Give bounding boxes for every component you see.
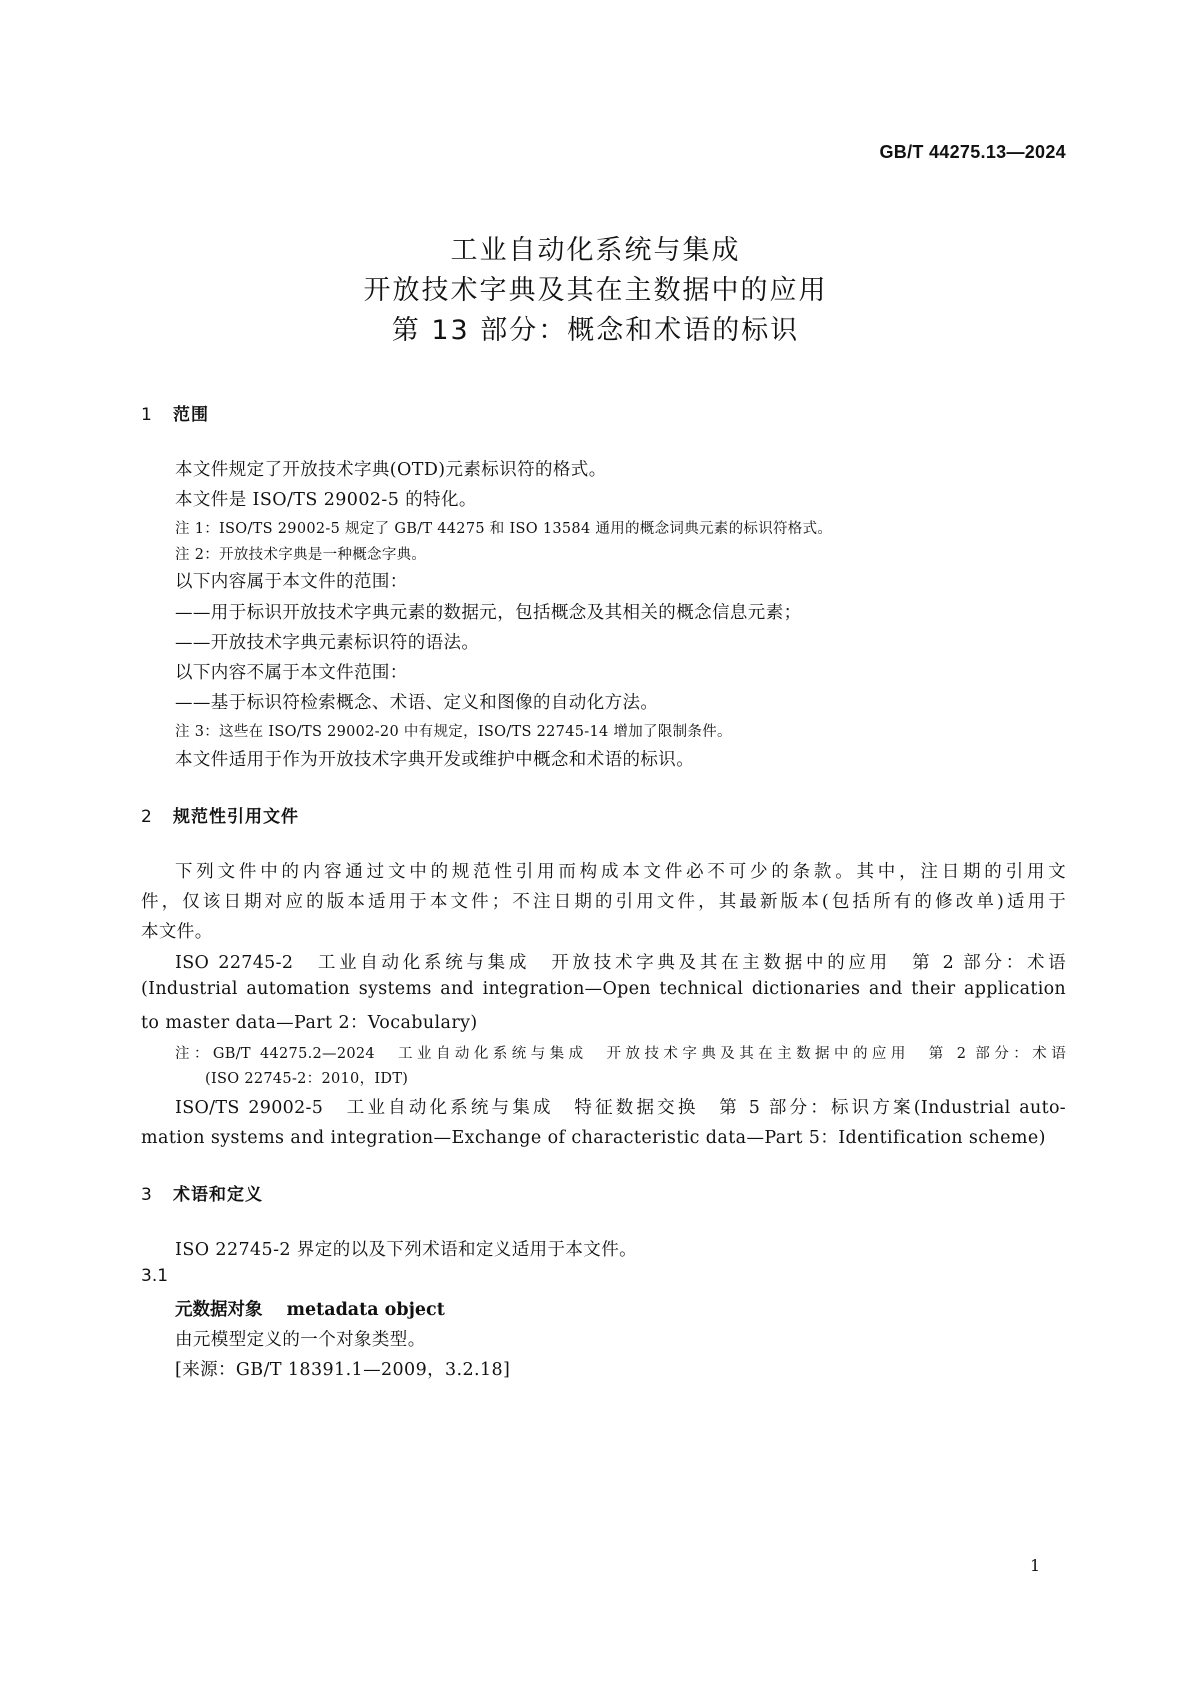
scope-list-item-2: ——开放技术字典元素标识符的语法。 (175, 633, 480, 653)
scope-paragraph-5: 本文件适用于作为开放技术字典开发或维护中概念和术语的标识。 (175, 750, 695, 770)
section-3-title: 术语和定义 (173, 1185, 263, 1205)
normref-intro-line-1: 下列文件中的内容通过文中的规范性引用而构成本文件必不可少的条款。其中，注日期的引用文 (175, 862, 1066, 882)
reference-1-line-1: ISO 22745-2 工业自动化系统与集成 开放技术字典及其在主数据中的应用 第 2 部分：术语 (175, 953, 1066, 973)
term-definition: 由元模型定义的一个对象类型。 (175, 1330, 426, 1350)
section-2-title: 规范性引用文件 (173, 807, 299, 827)
scope-note-2: 注 2：开放技术字典是一种概念字典。 (175, 547, 427, 563)
scope-paragraph-4: 以下内容不属于本文件范围： (175, 663, 408, 683)
scope-list-item-1: ——用于标识开放技术字典元素的数据元，包括概念及其相关的概念信息元素； (175, 603, 802, 623)
title-line-3: 第 13 部分：概念和术语的标识 (391, 315, 800, 346)
term-source: [来源：GB/T 18391.1—2009，3.2.18] (175, 1360, 511, 1380)
scope-note-3: 注 3：这些在 ISO/TS 29002-20 中有规定，ISO/TS 22745-14 增加了限制条件。 (175, 724, 732, 740)
terms-intro: ISO 22745-2 界定的以及下列术语和定义适用于本文件。 (175, 1240, 637, 1260)
section-2-number: 2 (141, 807, 153, 827)
reference-1-note-line-1: 注：GB/T 44275.2—2024 工业自动化系统与集成 开放技术字典及其在主数据中的应用 第 2 部分：术语 (175, 1046, 1066, 1062)
scope-paragraph-2: 本文件是 ISO/TS 29002-5 的特化。 (175, 490, 477, 510)
scope-paragraph-3: 以下内容属于本文件的范围： (175, 572, 408, 592)
section-1-title: 范围 (173, 405, 209, 425)
normref-intro-line-3: 本文件。 (141, 922, 213, 942)
term-english: metadata object (286, 1300, 445, 1320)
term-chinese: 元数据对象 (175, 1300, 263, 1320)
section-3-heading (141, 1180, 263, 1205)
reference-1-note-line-2: (ISO 22745-2：2010，IDT) (205, 1071, 409, 1087)
normref-intro-line-2: 件，仅该日期对应的版本适用于本文件；不注日期的引用文件，其最新版本(包括所有的修改单)适用于 (141, 892, 1066, 912)
scope-paragraph-1: 本文件规定了开放技术字典(OTD)元素标识符的格式。 (175, 460, 607, 480)
reference-2-line-2: mation systems and integration—Exchange of characteristic data—Part 5：Identification scheme) (141, 1128, 1046, 1148)
section-1-heading (141, 400, 209, 425)
reference-1-line-2: (Industrial automation systems and integration—Open technical dictionaries and their application (141, 979, 1066, 999)
title-line-1: 工业自动化系统与集成 (450, 235, 741, 266)
title-line-2: 开放技术字典及其在主数据中的应用 (363, 275, 828, 306)
section-1-number: 1 (141, 405, 153, 425)
standard-code: GB/T 44275.13—2024 (879, 142, 1066, 162)
term-heading (175, 1296, 445, 1321)
reference-1-line-3: to master data—Part 2：Vocabulary) (141, 1013, 478, 1033)
section-3-number: 3 (141, 1185, 153, 1205)
section-2-heading (141, 802, 299, 827)
scope-note-1: 注 1：ISO/TS 29002-5 规定了 GB/T 44275 和 ISO 13584 通用的概念词典元素的标识符格式。 (175, 521, 833, 537)
page-number: 1 (1030, 1556, 1041, 1575)
scope-list-item-3: ——基于标识符检索概念、术语、定义和图像的自动化方法。 (175, 693, 659, 713)
reference-2-line-1: ISO/TS 29002-5 工业自动化系统与集成 特征数据交换 第 5 部分：标识方案(Industrial auto- (175, 1098, 1066, 1118)
term-entry-number: 3.1 (141, 1266, 169, 1286)
